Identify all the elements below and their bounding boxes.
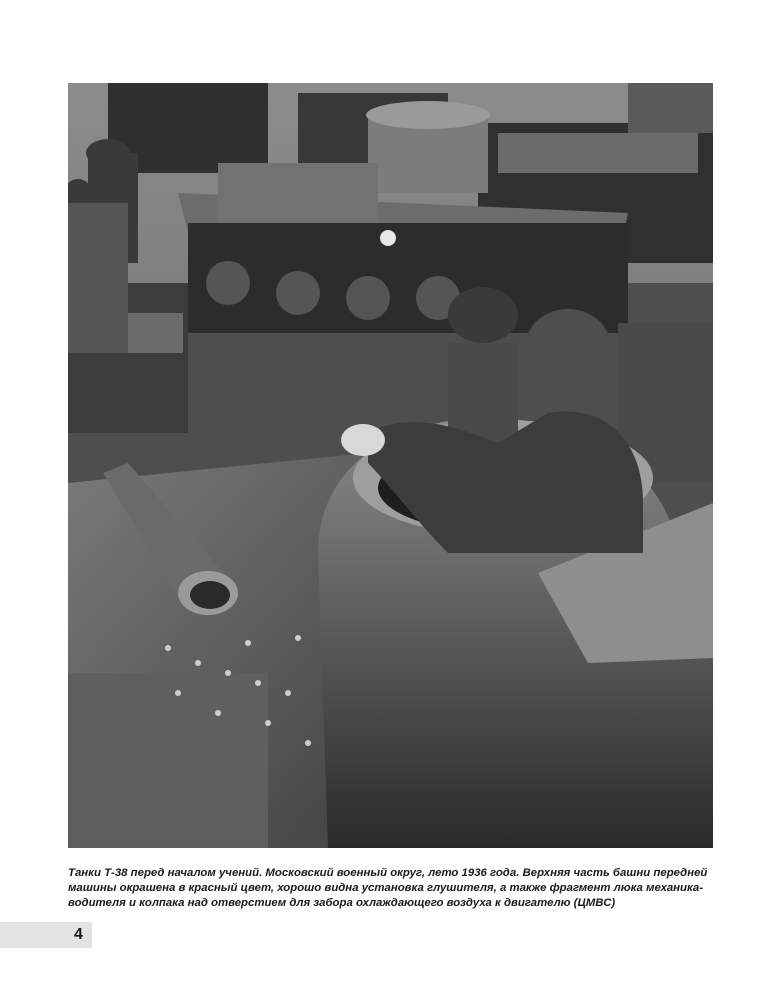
page-number: 4: [74, 926, 83, 943]
photograph-t38-tanks: [68, 83, 713, 848]
photograph-illustration: [68, 83, 713, 848]
photo-caption: Танки Т-38 перед началом учений. Московский военный округ, лето 1936 года. Верхняя часть башни передней машины окрашена в красный цвет, хорошо видна установка глушителя, а также фрагмент люка механика-водителя и колпака над отверстием для забора охлаждающего воздуха к двигателю (ЦМВС): [68, 867, 708, 909]
hatch: [68, 673, 268, 848]
